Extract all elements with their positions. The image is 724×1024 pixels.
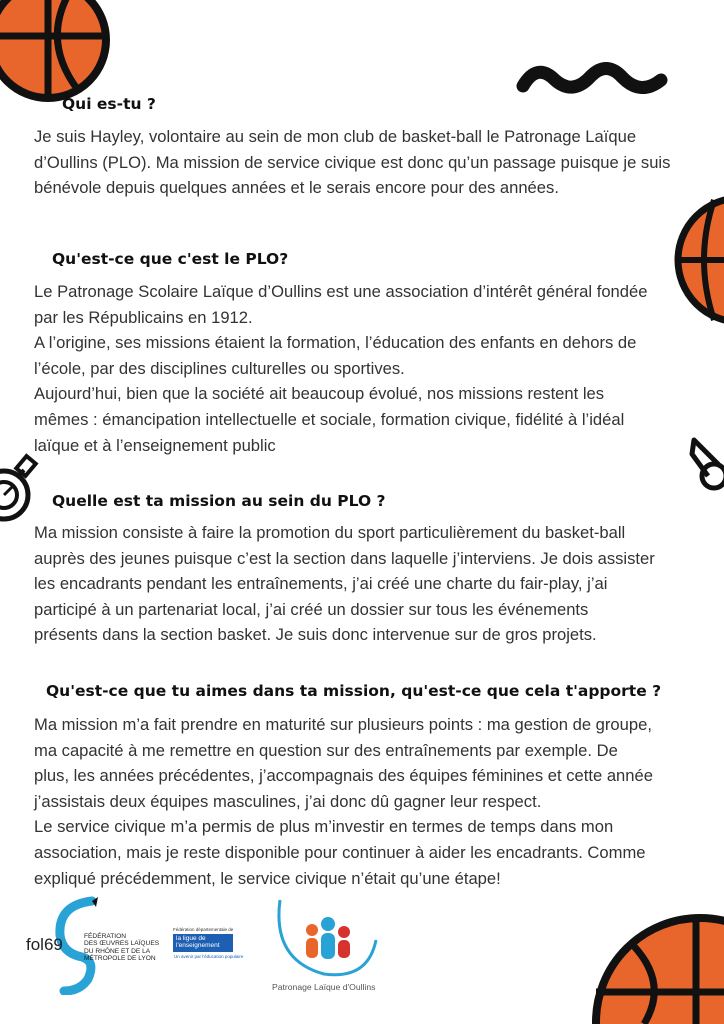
text-line: Le service civique m’a permis de plus m’investir en termes de temps dans mon [34, 817, 614, 837]
text-line: expliqué précédemment, le service civique n’était qu’une étape! [34, 868, 501, 888]
plo-figures-icon [272, 890, 378, 980]
ligue-name [176, 935, 220, 949]
text-line: plus, les années précédentes, j’accompagnais des équipes féminines et cette année [34, 766, 653, 786]
ligue-bottom-text: Un avenir par l'éducation populaire [174, 954, 244, 959]
text-line: Aujourd’hui, bien que la société ait beaucoup évolué, nos missions restent les [34, 384, 605, 404]
ligue-top-text: Fédération départementale de [173, 927, 234, 932]
text-line: participé à un partenariat local, j’ai créé un dossier sur tous les événements [34, 599, 589, 619]
ligue-enseignement-logo [173, 927, 244, 961]
text-line: Ma mission m’a fait prendre en maturité sur plusieurs points : ma gestion de groupe, [34, 715, 652, 734]
text-line: mêmes : émancipation intellectuelle et sociale, formation civique, fidélité à l’idéal [34, 409, 625, 429]
paragraph-qui-es-tu [34, 124, 694, 201]
fol69-desc-line: FÉDÉRATION [84, 933, 127, 940]
text-line: Le Patronage Scolaire Laïque d’Oullins est une association d’intérêt général fondée [34, 282, 648, 301]
plo-caption: Patronage Laïque d'Oullins [272, 982, 376, 992]
text-line: Je suis Hayley, volontaire au sein de mon club de basket-ball le Patronage Laïque [34, 127, 637, 146]
text-line: association, mais je reste disponible pour continuer à aider les encadrants. Comme [34, 842, 646, 862]
text-line: les encadrants pendant les entraînements, j’ai créé une charte du fair-play, j’ai [34, 574, 608, 594]
text-line: A l’origine, ses missions étaient la formation, l’éducation des enfants en dehors de [34, 333, 637, 353]
basketball-icon [590, 912, 724, 1024]
plo-logo [266, 890, 386, 1000]
ligue-name-line: la ligue de [176, 935, 206, 942]
text-line: d’Oullins (PLO). Ma mission de service civique est donc qu’un passage puisque je suis [34, 152, 671, 172]
fol69-logo [22, 895, 162, 995]
fol69-name: fol69 [26, 935, 63, 954]
heading-qui-es-tu: Qui es-tu ? [62, 95, 156, 113]
stopwatch-icon [0, 450, 40, 530]
ligue-name-line: l'enseignement [176, 942, 220, 949]
text-line: auprès des jeunes puisque c’est la section dans laquelle j’interviens. Je dois assister [34, 548, 655, 568]
fol69-description [84, 933, 164, 963]
wave-icon [515, 58, 670, 98]
text-line: Ma mission consiste à faire la promotion du sport particulièrement du basket-ball [34, 523, 626, 542]
basketball-icon [0, 0, 110, 106]
fol69-desc-line: MÉTROPOLE DE LYON [84, 955, 156, 963]
ligue-box [173, 934, 233, 952]
text-line: l’école, par des disciplines culturelles ou sportives. [34, 358, 405, 378]
text-line: laïque et à l’enseignement public [34, 435, 276, 455]
text-line: par les Républicains en 1912. [34, 307, 253, 327]
text-line: ma capacité à me remettre en question sur des entraînements par exemple. De [34, 740, 618, 760]
fol69-desc-line: DU RHÔNE ET DE LA [84, 947, 151, 955]
paragraph-mission [34, 520, 694, 648]
text-line: bénévole depuis quelques années et le serais encore pour des années. [34, 178, 559, 198]
fol69-desc-line: DES ŒUVRES LAÏQUES [84, 940, 160, 948]
paragraph-plo [34, 279, 694, 458]
paragraph-aimes [34, 712, 694, 891]
text-line: j’assistais deux équipes masculines, j’ai donc dû gagner leur respect. [34, 791, 542, 811]
heading-mission: Quelle est ta mission au sein du PLO ? [52, 492, 386, 510]
heading-plo: Qu'est-ce que c'est le PLO? [52, 250, 289, 268]
text-line: présents dans la section basket. Je suis donc intervenue sur de gros projets. [34, 625, 597, 645]
heading-aimes: Qu'est-ce que tu aimes dans ta mission, qu'est-ce que cela t'apporte ? [46, 682, 662, 700]
